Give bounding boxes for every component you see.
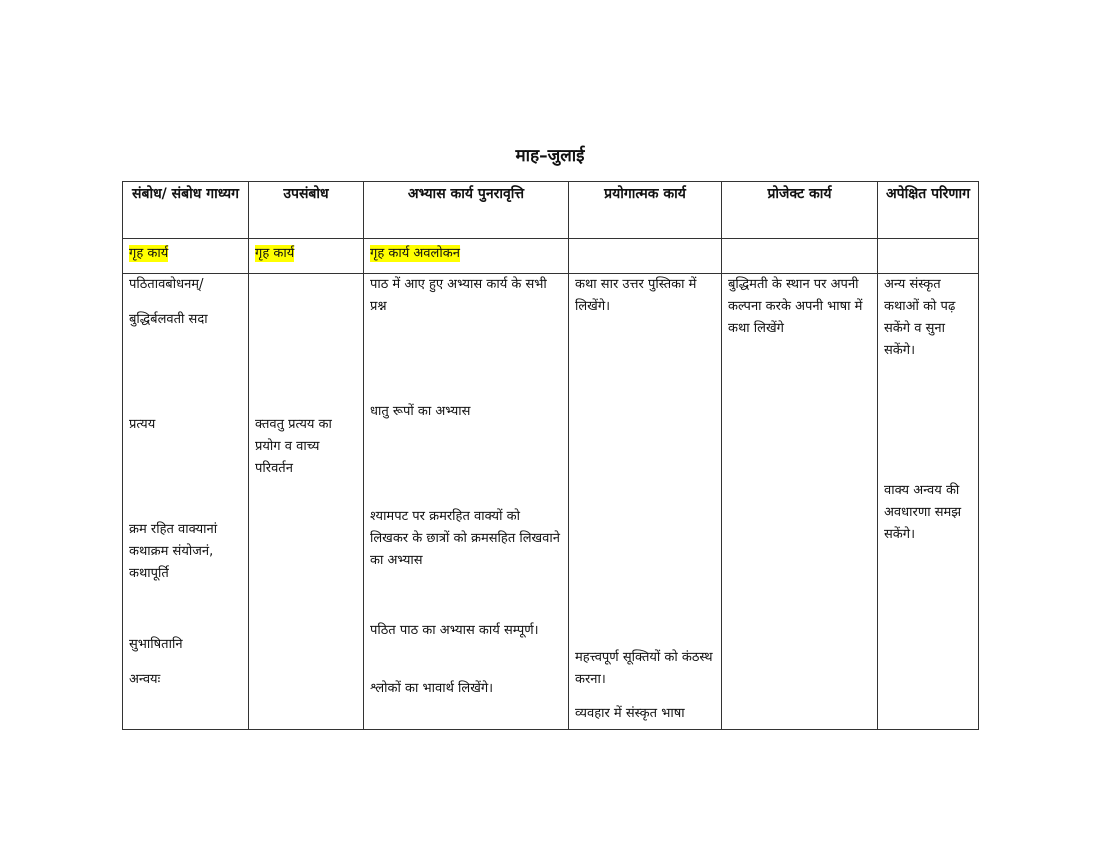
concept-item: सुभाषितानि [129,637,183,652]
practical-item: महत्त्वपूर्ण सूक्तियों को कंठस्थ करना। [575,650,713,687]
header-row [123,182,979,239]
practice-item: पाठ में आए हुए अभ्यास कार्य के सभी प्रश्न [370,277,547,314]
concept-item: पठितावबोधनम्/ [129,277,204,292]
homework-review-label: गृह कार्य अवलोकन [370,246,460,261]
lesson-plan-table [122,181,979,730]
concept-item: अन्वयः [129,672,161,687]
page-title: माह–जुलाई [515,146,585,166]
header-project-work: प्रोजेक्ट कार्य [722,182,878,239]
practical-item: व्यवहार में संस्कृत भाषा [575,706,685,721]
header-concept: संबोध/ संबोध गाध्यग [123,182,249,239]
content-row [123,274,979,730]
practical-item: कथा सार उत्तर पुस्तिका में लिखेंगे। [575,277,697,314]
concept-item: क्रम रहित वाक्यानां कथाक्रम संयोजनं, कथापूर्ति [129,522,218,581]
header-practical-work: प्रयोगात्मक कार्य [569,182,722,239]
practice-item: श्लोकों का भावार्थ लिखेंगे। [370,681,494,696]
homework-label: गृह कार्य [129,246,169,261]
homework-label: गृह कार्य [255,246,295,261]
header-practice-revision: अभ्यास कार्य पुनरावृत्ति [364,182,569,239]
project-item: बुद्धिमती के स्थान पर अपनी कल्पना करके अपनी भाषा में कथा लिखेंगे [728,277,863,336]
outcome-item: वाक्य अन्वय की अवधारणा समझ सकेंगे। [884,483,962,542]
concept-item: प्रत्यय [129,417,156,432]
header-subconcept: उपसंबोध [249,182,364,239]
concept-item: बुद्धिर्बलवती सदा [129,312,208,327]
practice-item: धातु रूपों का अभ्यास [370,404,471,419]
homework-row [123,239,979,274]
subconcept-item: क्तवतु प्रत्यय का प्रयोग व वाच्य परिवर्तन [255,417,332,476]
outcome-item: अन्य संस्कृत कथाओं को पढ़ सकेंगे व सुना सकेंगे। [884,277,956,358]
practice-item: पठित पाठ का अभ्यास कार्य सम्पूर्ण। [370,623,539,638]
header-expected-outcome: अपेक्षित परिणाग [878,182,979,239]
practice-item: श्यामपट पर क्रमरहित वाक्यों को लिखकर के छात्रों को क्रमसहित लिखवाने का अभ्यास [370,509,560,568]
